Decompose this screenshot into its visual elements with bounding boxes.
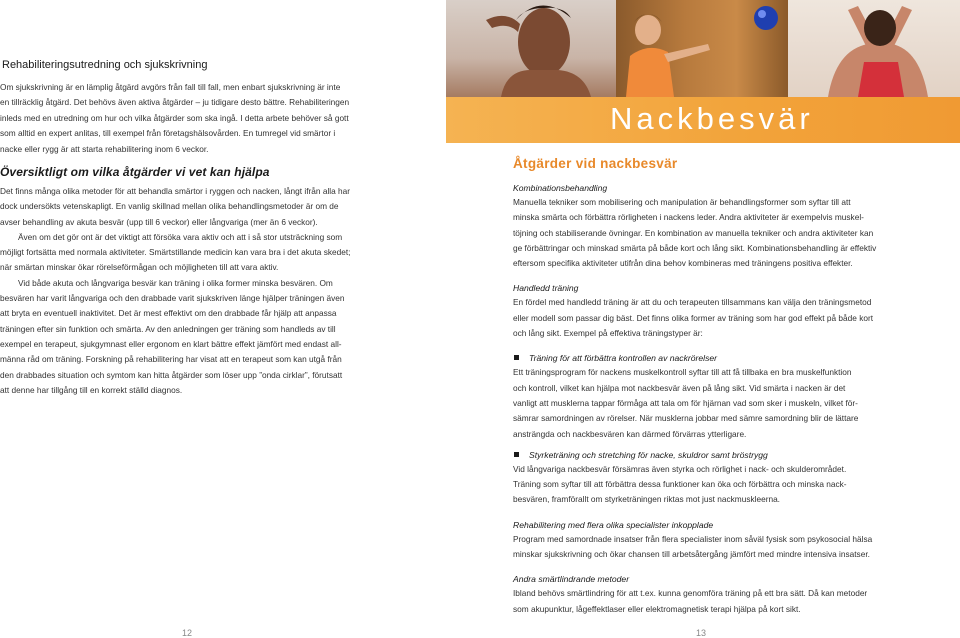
bullet-item [513, 448, 889, 462]
text-line: Det finns många olika metoder för att behandla smärtor i ryggen och nacken, långt ifrån alla har [0, 186, 351, 196]
text-line: en tillräcklig åtgärd. Det behövs även aktiva åtgärder – ju tidigare desto bättre. Rehabiliteringen [0, 97, 350, 108]
right-heading: Åtgärder vid nackbesvär [513, 156, 678, 171]
subheading: Rehabilitering med flera olika specialister inkopplade [513, 519, 714, 530]
text-line: och kontroll, vilket kan hjälpa mot nackbesvär även på lång sikt. Vid smärta i nacken är det [513, 382, 846, 393]
text-line: minskar sjukskrivning och ökar chansen till arbetsåtergång jämfört med mindre intensiva insatser. [513, 549, 870, 560]
text-line: Ibland behövs smärtlindring för att t.ex. kunna genomföra träning på ett bra sätt. Då kan metoder [513, 588, 868, 599]
section-title: Rehabiliteringsutredning och sjukskrivning [2, 59, 208, 71]
text-line: ansträngda och nackbesvären kan därmed förvärras ytterligare. [513, 428, 747, 439]
text-line: och lång sikt. Exempel på effektiva träningstyper är: [513, 328, 703, 339]
body-paragraphs [0, 184, 374, 398]
bullet-label: Styrketräning och stretching för nacke, skuldror samt bröstrygg [529, 449, 768, 460]
left-page [0, 0, 446, 638]
text-line: Program med samordnade insatser från flera specialister inom såväl fysisk som psykosocial hälsa [513, 533, 873, 544]
photo-strip [446, 0, 960, 97]
text-line: männa råd om träning. Forskning på rehabilitering har visat att en terapeut som kan utgå från [0, 354, 342, 365]
photo-woman-stretch [788, 0, 960, 97]
text-line: töjning och stabiliserande övningar. En kombination av manuella tekniker och andra aktiviteter kan [513, 227, 874, 238]
text-line: Även om det gör ont är det viktigt att försöka vara aktiv och att i så stor utsträckning som [18, 231, 343, 242]
chapter-title: Nackbesvär [610, 101, 814, 136]
text-line: sämrar samordningen av rörelser. När musklerna jobbar med sämre samordning blir de lättare [513, 413, 859, 424]
text-line: ge förbättringar och minskad smärta på både kort och lång sikt. Kombinationsbehandling är effektiv [513, 242, 877, 253]
bullet-item [513, 351, 889, 365]
text-line: En fördel med handledd träning är att du och terapeuten tillsammans kan välja den träningsmetod [513, 297, 872, 308]
intro-paragraph [0, 80, 372, 157]
text-line: exempel en terapeut, sjukgymnast eller ergonom en klart bättre effekt jämfört med endast all- [0, 338, 342, 349]
bullet-label: Träning för att förbättra kontrollen av nackrörelser [529, 353, 718, 364]
bullet-square-icon [514, 355, 519, 360]
text-line: som alltid en expert anlitas, till exempel från företagshälsovården. En tumregel vid smärtor i [0, 128, 336, 139]
text-line: inleds med en utredning om hur och vilka åtgärder som ska ingå. I detta arbete behöver så gott [0, 112, 349, 123]
subheading: Andra smärtlindrande metoder [513, 574, 630, 585]
woman-neck-illustration [446, 0, 616, 97]
text-line: besvären har varit långvariga och den drabbade varit sjukskriven länge hjälper träningen även [0, 293, 345, 304]
text-line: Vid både akuta och långvariga besvär kan träning i olika former minska besvären. Om [18, 277, 333, 288]
text-line: den drabbades situation och symtom kan hitta åtgärder som löser upp ”onda cirklar”, förutsatt [0, 369, 343, 380]
text-line: Manuella tekniker som mobilisering och manipulation är behandlingsformer som syftar till att [513, 197, 851, 207]
text-line: träningen efter sin funktion och smärta. Av den anledningen ger träning som handleds av till [0, 323, 336, 334]
woman-ball-illustration [616, 0, 788, 97]
text-line: avser behandling av akuta besvär (upp till 6 veckor) eller långvariga (mer än 6 veckor). [0, 216, 318, 227]
text-line: när smärtan minskar ökar rörelseförmågan och möjligheten till att vara aktiv. [0, 262, 279, 273]
text-line: vanligt att musklerna tappar förmåga att tala om för hjärnan vad som sker i muskeln, vilket för- [513, 397, 858, 408]
text-line: besvären, framförallt om styrketräningen riktas mot just nackmuskleerna. [513, 494, 780, 505]
text-line: dock undersökts vetenskapligt. En vanlig skillnad mellan olika behandlingsmetoder är om de [0, 201, 339, 212]
woman-stretch-illustration [788, 0, 960, 97]
subheading: Handledd träning [513, 283, 579, 294]
photo-woman-ball [616, 0, 788, 97]
page-number-right: 13 [696, 628, 707, 638]
text-line: nacke eller rygg är att starta rehabilitering inom 6 veckor. [0, 143, 209, 154]
right-column [513, 181, 889, 617]
subheading: Kombinationsbehandling [513, 183, 608, 193]
photo-woman-neck [446, 0, 616, 97]
text-line: att denne har tillgång till en korrekt ställd diagnos. [0, 384, 183, 395]
bullet-square-icon [514, 452, 519, 457]
text-line: Om sjukskrivning är en lämplig åtgärd avgörs från fall till fall, men enbart sjukskrivning är inte [0, 82, 341, 92]
text-line: möjligt fortsätta med normala aktiviteter. Smärtstillande medicin kan vara bra i det akuta skedet; [0, 247, 351, 258]
page-number-left: 12 [182, 628, 193, 638]
text-line: minska smärta och förbättra rörligheten i nackens leder. Andra aktiviteter är exempelvis muskel- [513, 212, 864, 223]
text-line: eftersom specifika aktiviteter utifrån dina behov kombineras med träningens positiva effekter. [513, 258, 853, 269]
text-line: Träning som syftar till att förbättra dessa funktioner kan öka och förbättra och minska nack- [513, 479, 847, 490]
subsection-heading: Översiktligt om vilka åtgärder vi vet kan hjälpa [0, 165, 270, 179]
text-line: som akupunktur, lågeffektlaser eller elektromagnetisk terapi hjälpa på kort sikt. [513, 603, 801, 614]
text-line: Ett träningsprogram för nackens muskelkontroll syftar till att få tillbaka en bra muskelfunktion [513, 367, 852, 378]
text-line: att bryta en eventuell inaktivitet. Det är mest effektivt om den drabbade får hjälp att anpassa [0, 308, 337, 319]
text-line: eller modell som passar dig bäst. Det finns olika former av träning som har god effekt på både kort [513, 312, 874, 323]
text-line: Vid långvariga nackbesvär försämras även styrka och rörlighet i nack- och skulderområdet. [513, 463, 847, 474]
